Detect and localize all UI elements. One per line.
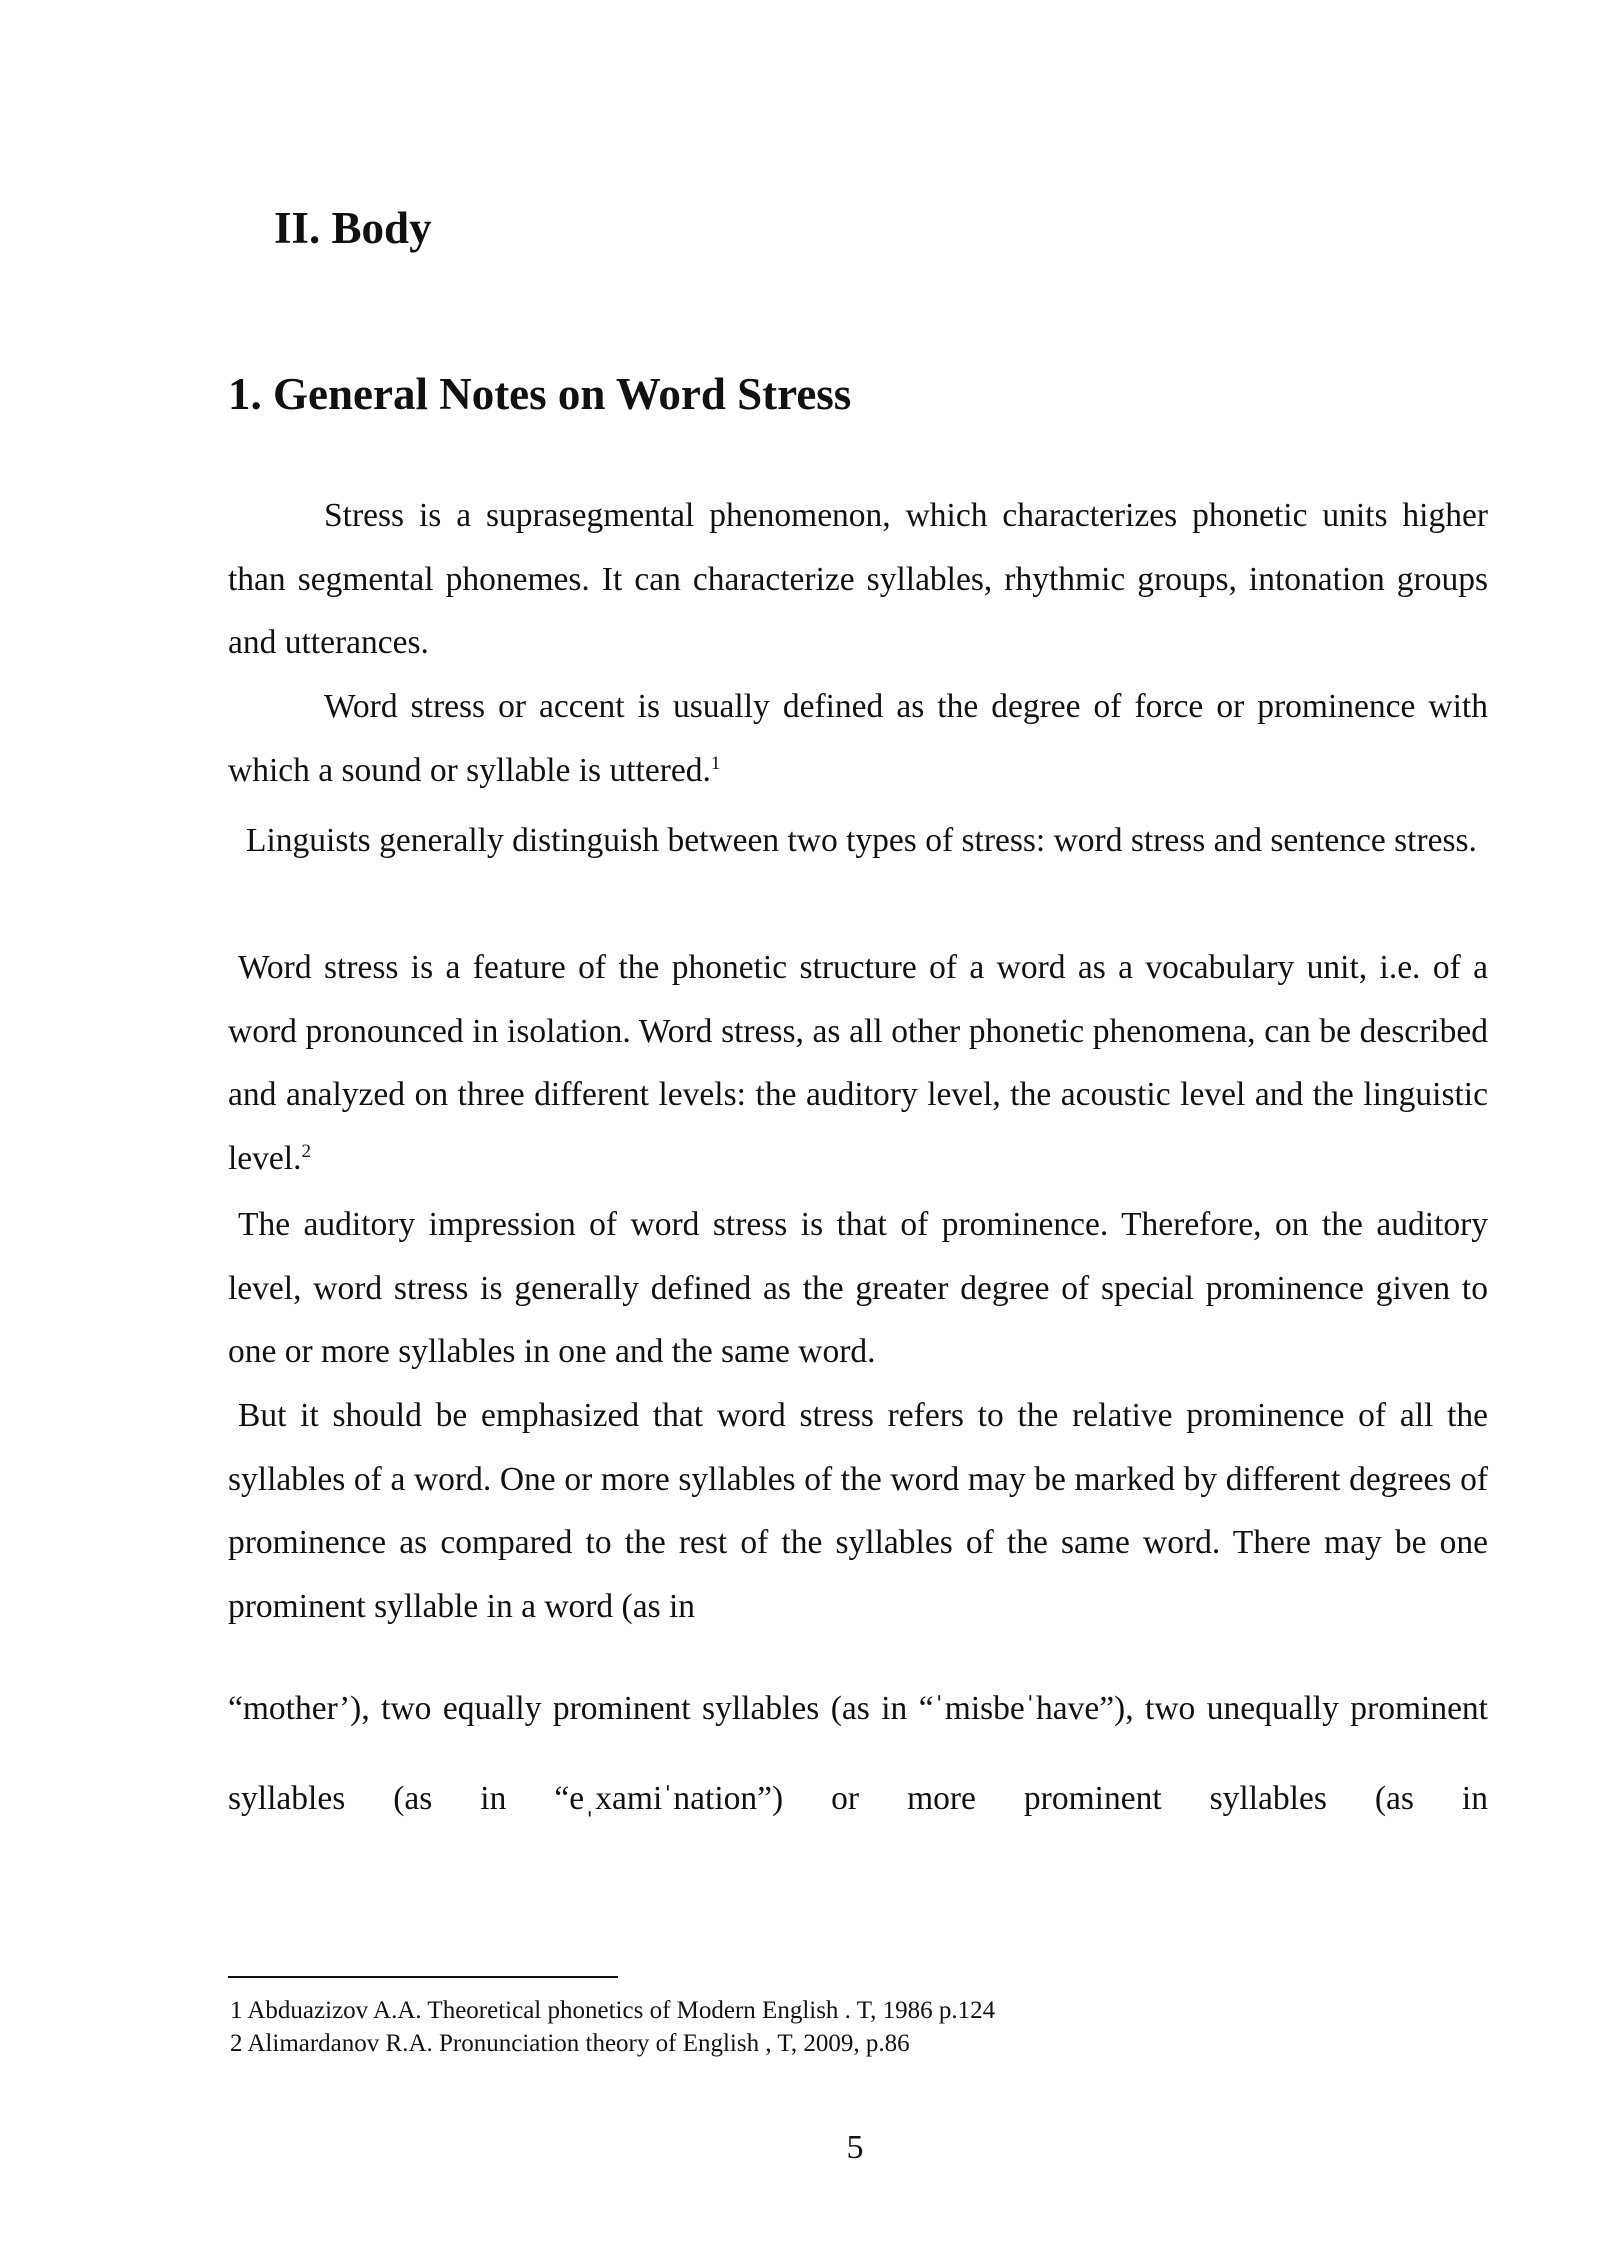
section-title: 1. General Notes on Word Stress: [228, 369, 852, 419]
page-heading: II. Body: [274, 203, 432, 253]
paragraph-word-stress-accent: [228, 675, 1488, 802]
paragraph-text: “mother’), two equally prominent syllables (as in “ˈmisbeˈhave”), two unequally prominent syllables (as in “eˌxamiˈnation”) or more prominent syllables (as in: [228, 1690, 1488, 1817]
paragraph-text: The auditory impression of word stress is that of prominence. Therefore, on the auditory level, word stress is generally defined as the greater degree of special prominence given to one or more syllables in one and the same word.: [228, 1206, 1488, 1370]
footnote-1: 1 Abduazizov A.A. Theoretical phonetics of Modern English . T, 1986 p.124: [230, 1997, 996, 2024]
paragraph-two-types: [228, 809, 1488, 873]
paragraph-text: Stress is a suprasegmental phenomenon, which characterizes phonetic units higher than segmental phonemes. It can characterize syllables, rhythmic groups, intonation groups and utterances.: [228, 497, 1488, 661]
footnote-2: 2 Alimardanov R.A. Pronunciation theory of English , T, 2009, p.86: [230, 2030, 910, 2057]
paragraph-text: Word stress is a feature of the phonetic structure of a word as a vocabulary unit, i.e. of a word pronounced in isolation. Word stress, as all other phonetic phenomena, can be described and analyzed on three different levels: the auditory level, the acoustic level and the linguistic level.: [228, 949, 1488, 1177]
paragraph-text: Linguists generally distinguish between two types of stress: word stress and sentence stress.: [246, 822, 1477, 859]
paragraph-stress-definition: [228, 484, 1488, 675]
footnote-ref-2[interactable]: 2: [301, 1140, 311, 1162]
paragraph-text: But it should be emphasized that word stress refers to the relative prominence of all the syllables of a word. One or more syllables of the word may be marked by different degrees of prominence as compared to the rest of the syllables of the same word. There may be one prominent syllable in a word (as in: [228, 1397, 1488, 1625]
paragraph-relative-prominence: [228, 1384, 1488, 1638]
footnote-divider: [228, 1976, 618, 1978]
paragraph-auditory-impression: [228, 1193, 1488, 1384]
footnotes: [230, 1994, 995, 2060]
footnote-ref-1[interactable]: 1: [710, 752, 721, 774]
paragraph-examples: [228, 1664, 1488, 1844]
paragraph-text: Word stress or accent is usually defined as the degree of force or prominence with which a sound or syllable is uttered.: [228, 688, 1488, 789]
page-number: 5: [846, 2129, 864, 2166]
paragraph-phonetic-structure: [228, 936, 1488, 1190]
